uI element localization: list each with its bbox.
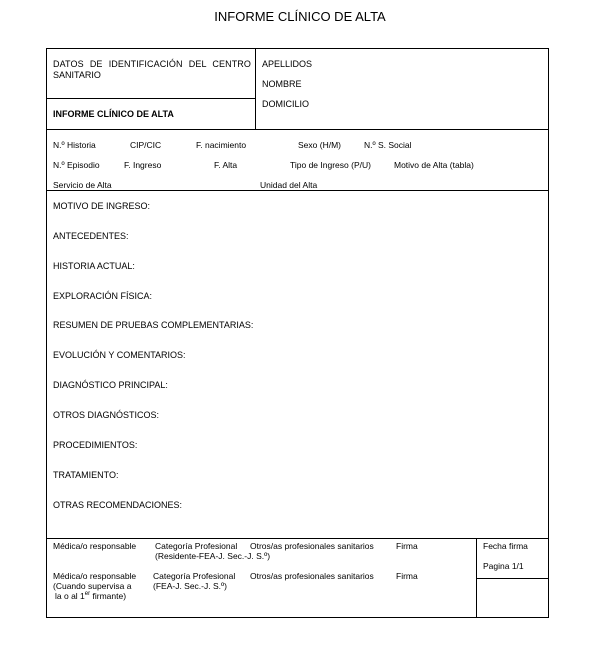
footer-categoria-2-line-2: (FEA-J. Sec.-J. S.º)	[153, 581, 227, 591]
nacimiento-label: F. nacimiento	[196, 140, 247, 150]
section-otras-recomendaciones: OTRAS RECOMENDACIONES:	[53, 500, 183, 510]
cip-label: CIP/CIC	[130, 140, 162, 150]
footer-otros-1: Otros/as profesionales sanitarios	[250, 541, 374, 551]
footer-medico-2-sup: er	[84, 591, 91, 598]
footer-categoria-1-line-2: (Residente-FEA-J. Sec.-J. S.º)	[155, 551, 271, 561]
nombre-label: NOMBRE	[262, 79, 302, 89]
footer-medico-2-line-3	[53, 591, 136, 601]
motivo-alta-label: Motivo de Alta (tabla)	[394, 160, 474, 170]
alta-label: F. Alta	[214, 160, 238, 170]
section-exploracion-fisica: EXPLORACIÓN FÍSICA:	[53, 291, 153, 301]
unidad-label: Unidad del Alta	[260, 180, 318, 190]
section-motivo-ingreso: MOTIVO DE INGRESO:	[53, 201, 151, 211]
footer-medico-2-line-1: Médica/o responsable	[53, 571, 137, 581]
fecha-firma-label: Fecha firma	[483, 541, 528, 551]
header-vertical-divider	[255, 48, 256, 130]
centro-label	[53, 59, 251, 81]
section-historia-actual: HISTORIA ACTUAL:	[53, 261, 135, 271]
section-tratamiento: TRATAMIENTO:	[53, 470, 119, 480]
footer-medico-2-line-2: (Cuando supervisa a	[53, 581, 132, 591]
centro-line-1: DATOS DE IDENTIFICACIÓN DEL CENTRO	[53, 59, 251, 69]
page-title: INFORME CLÍNICO DE ALTA	[214, 9, 386, 24]
frame-bottom	[46, 617, 549, 618]
frame-top	[46, 48, 549, 49]
historia-label: N.º Historia	[53, 140, 96, 150]
header-left-divider	[46, 98, 256, 99]
footer-categoria-2-line-1: Categoría Profesional	[153, 571, 236, 581]
footer-categoria-2	[153, 571, 235, 591]
section-procedimientos: PROCEDIMIENTOS:	[53, 440, 138, 450]
section-evolucion: EVOLUCIÓN Y COMENTARIOS:	[53, 350, 186, 360]
footer-firma-1: Firma	[396, 541, 418, 551]
ingreso-label: F. Ingreso	[124, 160, 162, 170]
centro-line-2: SANITARIO	[53, 70, 101, 80]
footer-firma-2: Firma	[396, 571, 418, 581]
section-pruebas-complementarias: RESUMEN DE PRUEBAS COMPLEMENTARIAS:	[53, 320, 254, 330]
fields-bottom-divider	[46, 190, 549, 191]
servicio-label: Servicio de Alta	[53, 180, 112, 190]
section-otros-diagnosticos: OTROS DIAGNÓSTICOS:	[53, 410, 160, 420]
frame-right	[548, 48, 549, 618]
footer-right-divider	[476, 578, 549, 579]
footer-medico-1: Médica/o responsable	[53, 541, 137, 551]
pagina-label: Pagina 1/1	[483, 561, 524, 571]
footer-medico-2-line-3a: la o al 1	[55, 591, 85, 601]
footer-medico-2-line-3b: firmante)	[90, 591, 127, 601]
informe-label: INFORME CLÍNICO DE ALTA	[53, 109, 174, 119]
section-antecedentes: ANTECEDENTES:	[53, 231, 129, 241]
apellidos-label: APELLIDOS	[262, 59, 313, 69]
footer-otros-2: Otros/as profesionales sanitarios	[250, 571, 374, 581]
section-diagnostico-principal: DIAGNÓSTICO PRINCIPAL:	[53, 380, 168, 390]
header-bottom-divider	[46, 129, 549, 130]
footer-top-divider	[46, 538, 549, 539]
sexo-label: Sexo (H/M)	[298, 140, 341, 150]
footer-categoria-1-line-1: Categoría Profesional	[155, 541, 238, 551]
footer-medico-2	[53, 571, 136, 601]
episodio-label: N.º Episodio	[53, 160, 100, 170]
seguridad-social-label: N.º S. Social	[364, 140, 412, 150]
frame-left	[46, 48, 47, 618]
tipo-ingreso-label: Tipo de Ingreso (P/U)	[290, 160, 371, 170]
domicilio-label: DOMICILIO	[262, 99, 310, 109]
